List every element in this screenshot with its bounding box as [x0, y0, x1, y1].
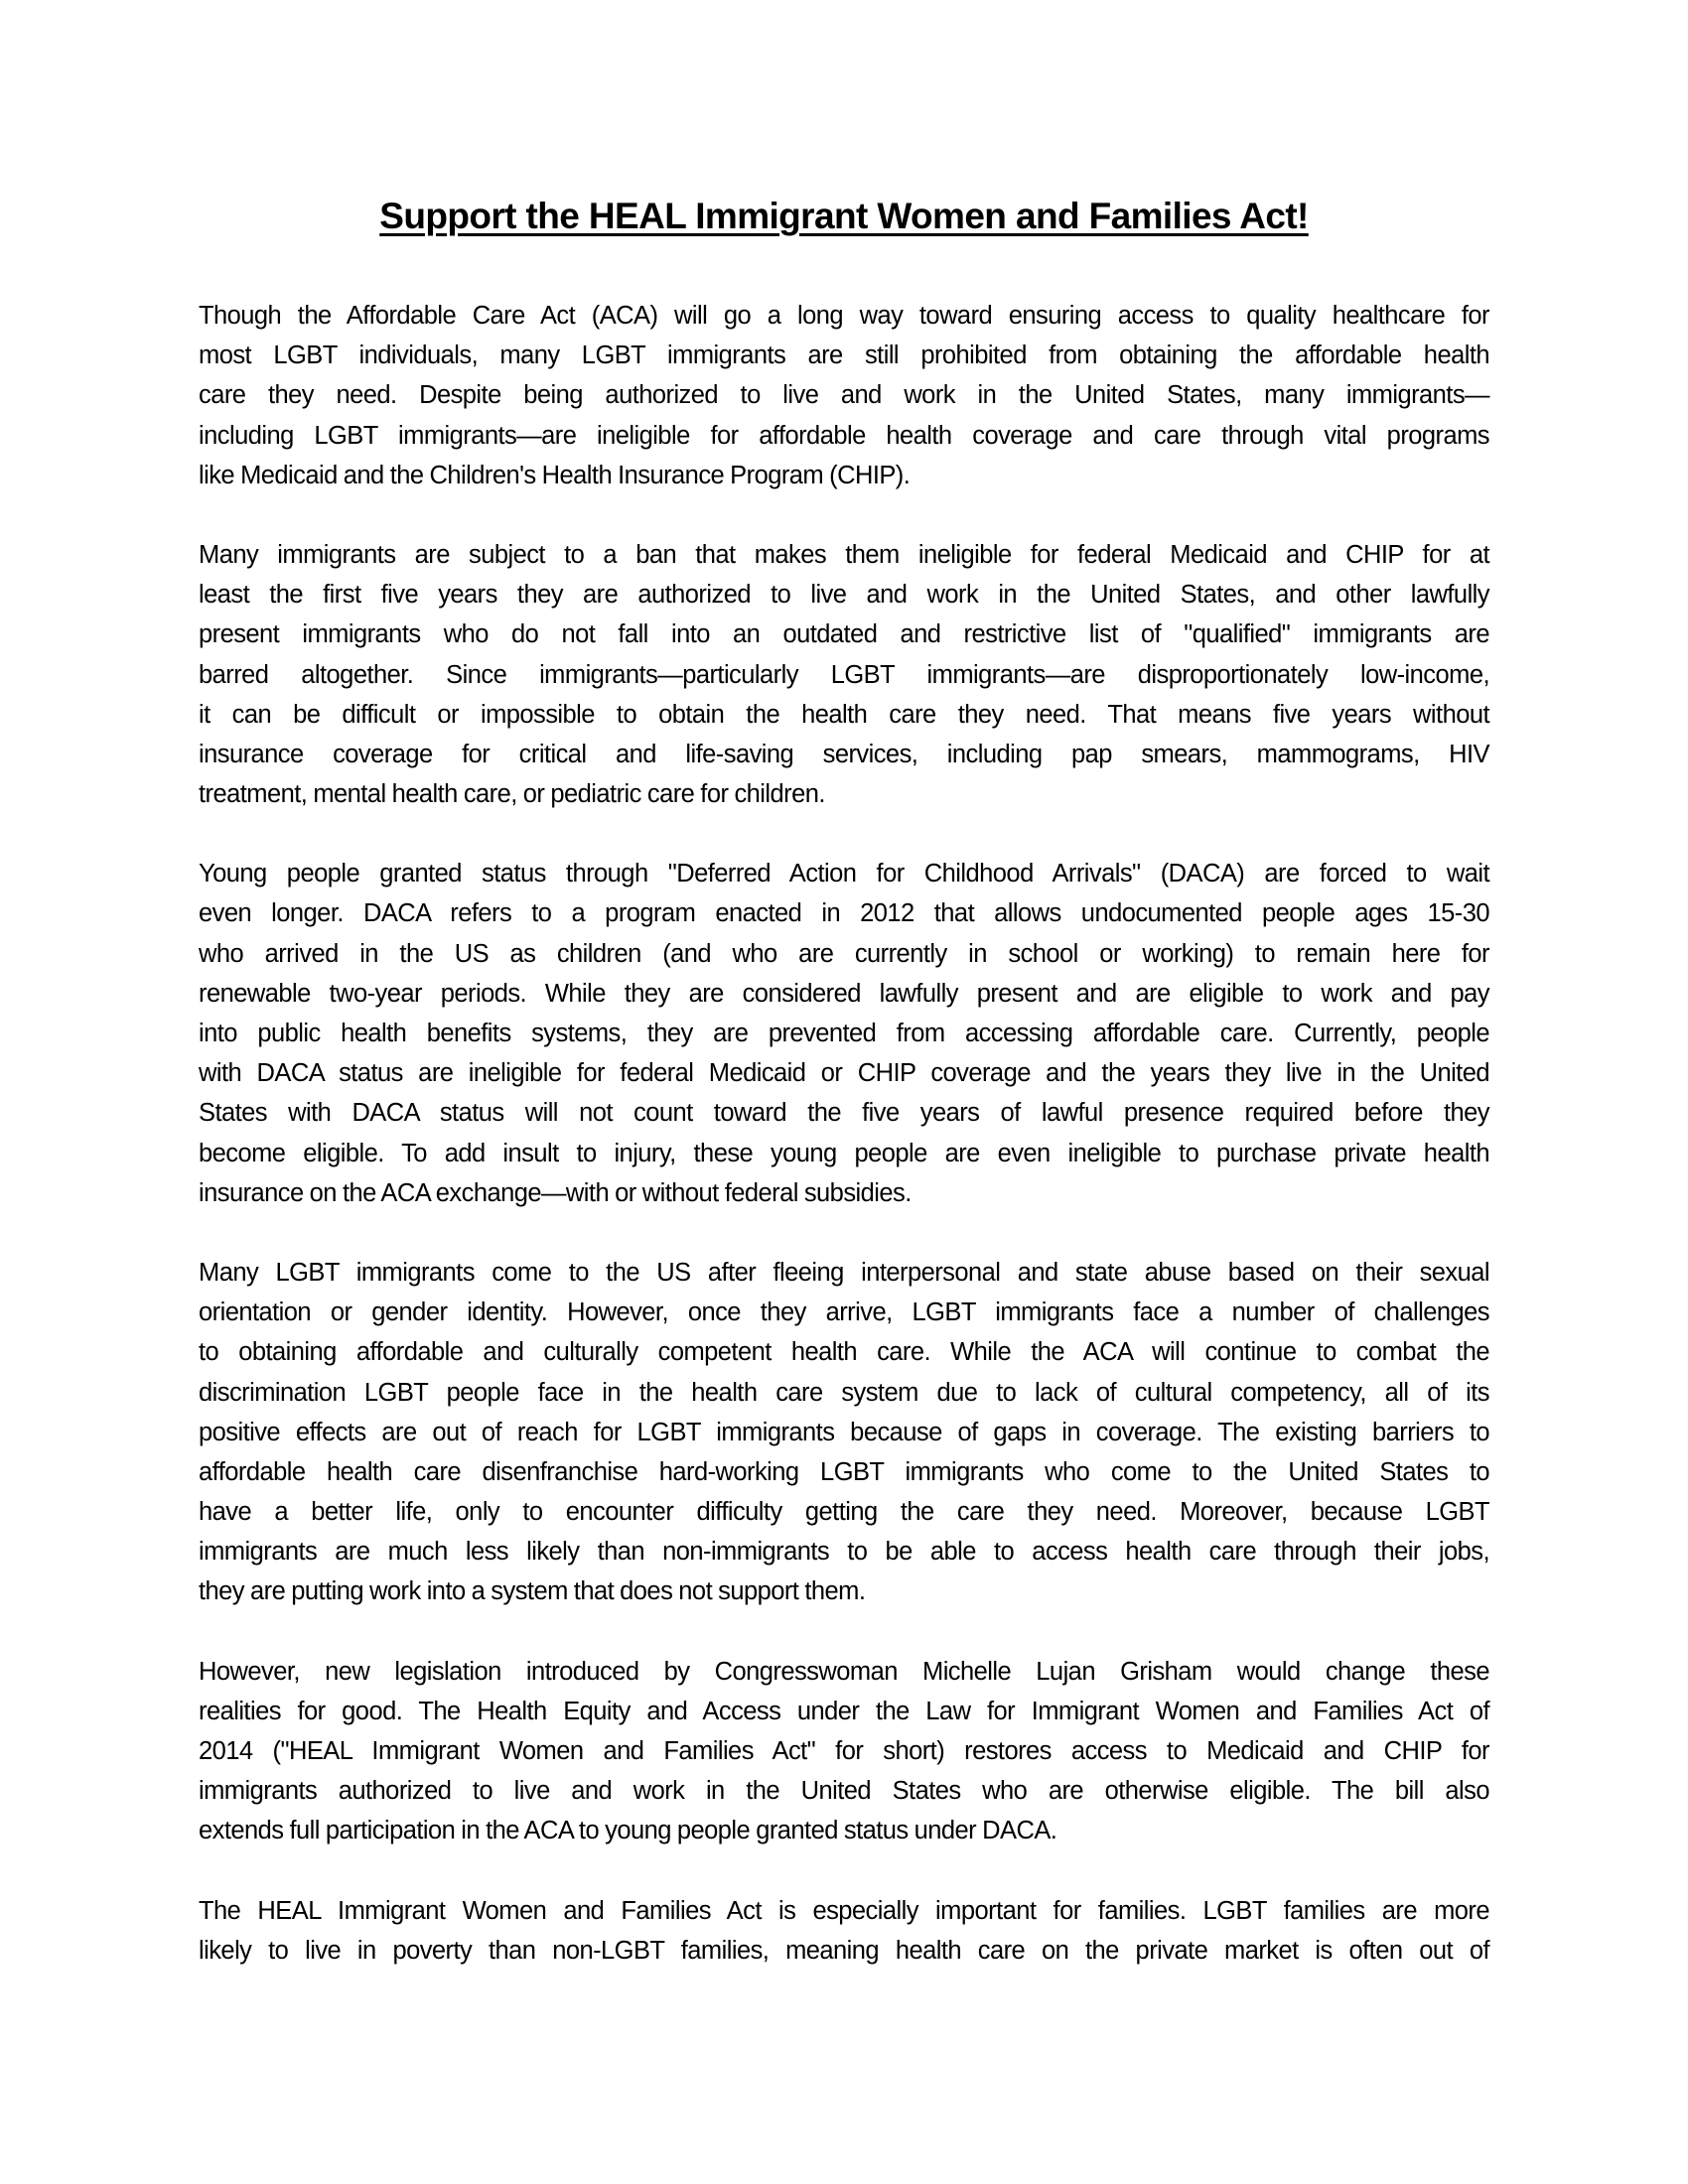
title-text: Support the HEAL Immigrant Women and Families Act!	[379, 196, 1309, 236]
text-line: like Medicaid and the Children's Health Insurance Program (CHIP).	[199, 461, 911, 489]
text-line: discrimination LGBT people face in the health care system due to lack of cultural competency, all of its	[199, 1378, 1489, 1407]
paragraph-lgbt-challenges	[199, 1253, 1489, 1612]
text-line: insurance on the ACA exchange—with or without federal subsidies.	[199, 1178, 912, 1207]
text-line: renewable two-year periods. While they are considered lawfully present and are eligible to work and pay	[199, 979, 1489, 1008]
text-line: they are putting work into a system that does not support them.	[199, 1577, 866, 1606]
text-line: realities for good. The Health Equity and Access under the Law for Immigrant Women and Families Act of	[199, 1697, 1489, 1725]
text-line: Though the Affordable Care Act (ACA) will go a long way toward ensuring access to quality healthcare for	[199, 302, 1489, 330]
text-line: treatment, mental health care, or pediatric care for children.	[199, 780, 825, 809]
text-line: barred altogether. Since immigrants—particularly LGBT immigrants—are disproportionately low-income,	[199, 660, 1489, 689]
text-line: present immigrants who do not fall into an outdated and restrictive list of "qualified" immigrants are	[199, 620, 1489, 649]
text-line: 2014 ("HEAL Immigrant Women and Families Act" for short) restores access to Medicaid and CHIP for	[199, 1737, 1489, 1765]
document-body	[199, 296, 1489, 2010]
text-line: to obtaining affordable and culturally competent health care. While the ACA will continue to combat the	[199, 1338, 1489, 1367]
text-line: into public health benefits systems, they are prevented from accessing affordable care. Currently, people	[199, 1020, 1489, 1047]
document-title	[0, 195, 1688, 238]
text-line: insurance coverage for critical and life-saving services, including pap smears, mammograms, HIV	[199, 740, 1489, 768]
paragraph-new-legislation	[199, 1652, 1489, 1851]
text-line: States with DACA status will not count toward the five years of lawful presence required before they	[199, 1099, 1489, 1128]
text-line: become eligible. To add insult to injury, these young people are even ineligible to purchase private health	[199, 1139, 1489, 1167]
text-line: with DACA status are ineligible for federal Medicaid or CHIP coverage and the years they live in the United	[199, 1059, 1489, 1088]
text-line: positive effects are out of reach for LGBT immigrants because of gaps in coverage. The existing barriers to	[199, 1418, 1489, 1446]
paragraph-five-year-ban	[199, 535, 1489, 814]
text-line: including LGBT immigrants—are ineligible for affordable health coverage and care through vital programs	[199, 421, 1489, 450]
text-line: Many LGBT immigrants come to the US after fleeing interpersonal and state abuse based on their sexual	[199, 1258, 1489, 1287]
text-line: The HEAL Immigrant Women and Families Act is especially important for families. LGBT families are more	[199, 1896, 1489, 1925]
text-line: it can be difficult or impossible to obtain the health care they need. That means five years without	[199, 700, 1489, 729]
text-line: orientation or gender identity. However, once they arrive, LGBT immigrants face a number of challenges	[199, 1298, 1489, 1327]
text-line: likely to live in poverty than non-LGBT families, meaning health care on the private market is often out of	[199, 1936, 1489, 1965]
text-line: Many immigrants are subject to a ban that makes them ineligible for federal Medicaid and CHIP for at	[199, 540, 1489, 569]
text-line: even longer. DACA refers to a program enacted in 2012 that allows undocumented people ages 15-30	[199, 899, 1489, 928]
text-line: Young people granted status through "Deferred Action for Childhood Arrivals" (DACA) are forced to wait	[199, 860, 1489, 888]
text-line: affordable health care disenfranchise hard-working LGBT immigrants who come to the United States to	[199, 1457, 1489, 1486]
text-line: However, new legislation introduced by Congresswoman Michelle Lujan Grisham would change these	[199, 1657, 1489, 1686]
text-line: extends full participation in the ACA to young people granted status under DACA.	[199, 1817, 1057, 1845]
paragraph-families	[199, 1891, 1489, 1971]
text-line: immigrants authorized to live and work in the United States who are otherwise eligible. The bill also	[199, 1777, 1489, 1806]
paragraph-aca-intro	[199, 296, 1489, 495]
text-line: have a better life, only to encounter difficulty getting the care they need. Moreover, because LGBT	[199, 1498, 1489, 1527]
text-line: care they need. Despite being authorized to live and work in the United States, many immigrants—	[199, 381, 1489, 410]
text-line: who arrived in the US as children (and who are currently in school or working) to remain here for	[199, 939, 1489, 968]
paragraph-daca	[199, 854, 1489, 1213]
text-line: least the first five years they are authorized to live and work in the United States, and other lawfully	[199, 581, 1489, 610]
text-line: immigrants are much less likely than non-immigrants to be able to access health care through their jobs,	[199, 1538, 1489, 1567]
text-line: most LGBT individuals, many LGBT immigrants are still prohibited from obtaining the affordable health	[199, 341, 1489, 370]
